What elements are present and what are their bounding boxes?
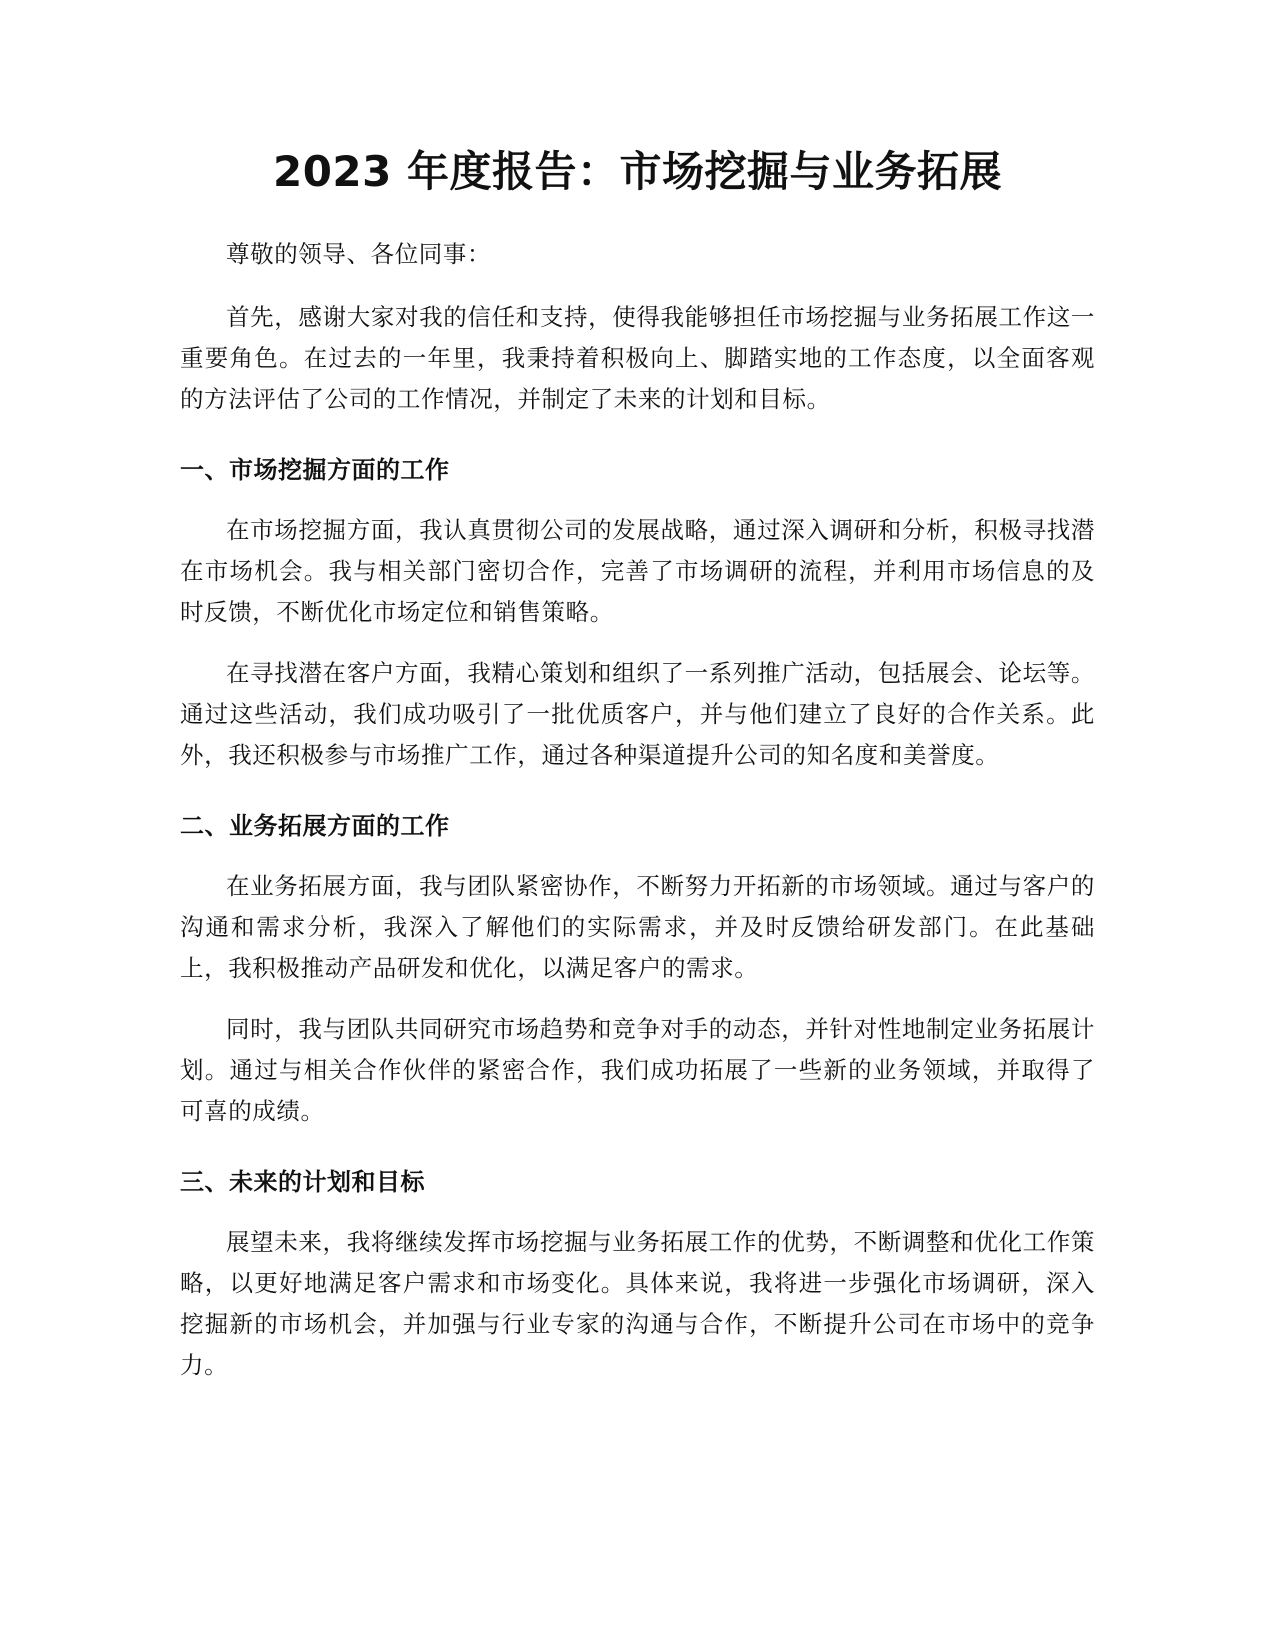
intro-paragraph: 首先，感谢大家对我的信任和支持，使得我能够担任市场挖掘与业务拓展工作这一重要角色。在过去的一年里，我秉持着积极向上、脚踏实地的工作态度，以全面客观的方法评估了公司的工作情况，并制定了未来的计划和目标。 — [180, 303, 1095, 413]
section-heading-future: 三、未来的计划和目标 — [180, 1168, 425, 1196]
section-heading-market: 一、市场挖掘方面的工作 — [180, 456, 450, 484]
document-title: 2023 年度报告：市场挖掘与业务拓展 — [272, 147, 1003, 196]
section-heading-business: 二、业务拓展方面的工作 — [180, 812, 450, 840]
document-page — [180, 140, 1095, 1406]
section-paragraph: 在市场挖掘方面，我认真贯彻公司的发展战略，通过深入调研和分析，积极寻找潜在市场机会。我与相关部门密切合作，完善了市场调研的流程，并利用市场信息的及时反馈，不断优化市场定位和销售策略。 — [180, 516, 1095, 626]
section-paragraph: 展望未来，我将继续发挥市场挖掘与业务拓展工作的优势，不断调整和优化工作策略，以更好地满足客户需求和市场变化。具体来说，我将进一步强化市场调研，深入挖掘新的市场机会，并加强与行业专家的沟通与合作，不断提升公司在市场中的竞争力。 — [180, 1228, 1095, 1379]
section-paragraph: 同时，我与团队共同研究市场趋势和竞争对手的动态，并针对性地制定业务拓展计划。通过与相关合作伙伴的紧密合作，我们成功拓展了一些新的业务领域，并取得了可喜的成绩。 — [180, 1015, 1095, 1125]
section-paragraph: 在寻找潜在客户方面，我精心策划和组织了一系列推广活动，包括展会、论坛等。通过这些活动，我们成功吸引了一批优质客户，并与他们建立了良好的合作关系。此外，我还积极参与市场推广工作，通过各种渠道提升公司的知名度和美誉度。 — [180, 659, 1095, 769]
salutation: 尊敬的领导、各位同事： — [226, 240, 492, 268]
section-paragraph: 在业务拓展方面，我与团队紧密协作，不断努力开拓新的市场领域。通过与客户的沟通和需求分析，我深入了解他们的实际需求，并及时反馈给研发部门。在此基础上，我积极推动产品研发和优化，以满足客户的需求。 — [180, 872, 1095, 982]
